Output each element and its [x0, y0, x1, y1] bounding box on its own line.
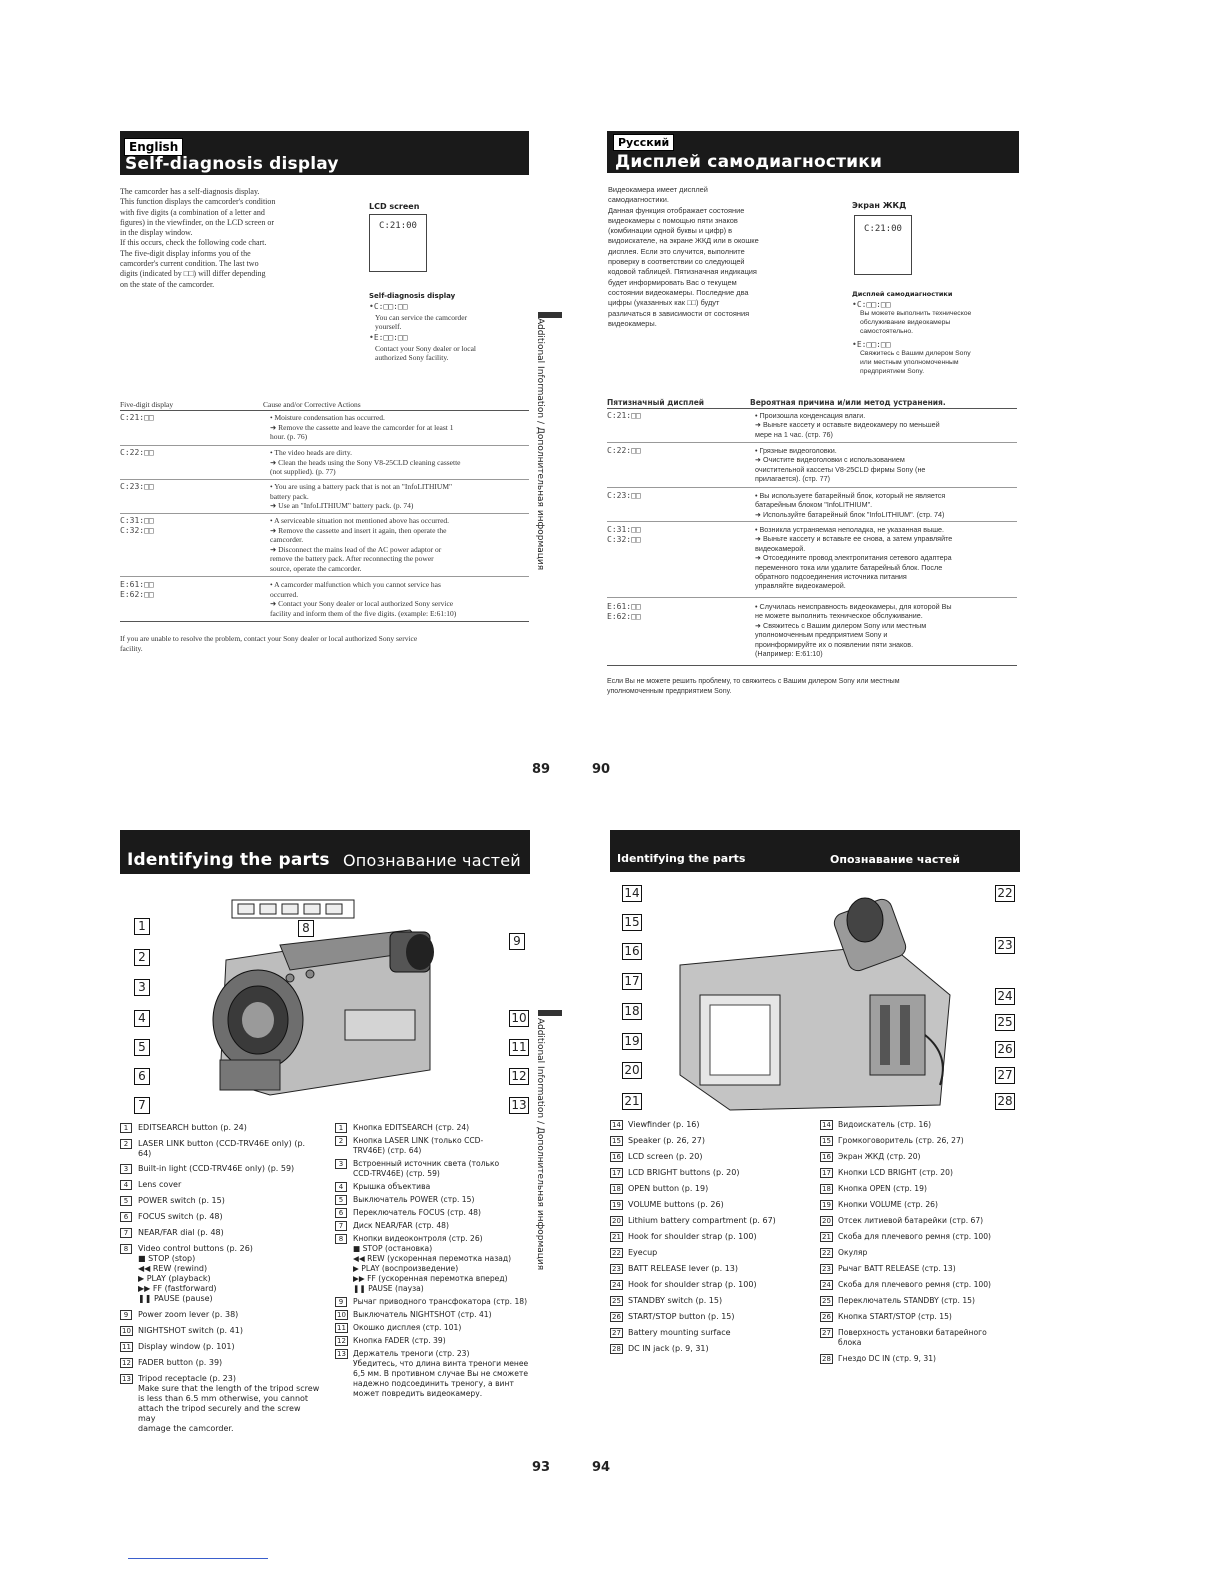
- list-item: 15 Speaker (p. 26, 27): [612, 1136, 705, 1145]
- list-item: 23 Рычаг BATT RELEASE (стр. 13): [822, 1264, 956, 1273]
- list-item: 8 Video control buttons (p. 26) ■ STOP (stop) ◀◀ REW (rewind) ▶ PLAY (playback) ▶▶ FF (fastforward) ❚❚ PAUSE (pause): [120, 1244, 320, 1304]
- selfdiag-label-p89: Self-diagnosis display: [369, 292, 456, 300]
- table-end-rule-p89: [120, 621, 529, 622]
- list-item: 1 Кнопка EDITSEARCH (стр. 24): [335, 1123, 535, 1133]
- list-item: 6 FOCUS switch (p. 48): [120, 1212, 320, 1222]
- selfdiag-e-p90: •E:□□:□□: [852, 340, 891, 349]
- list-item: 20 Lithium battery compartment (p. 67): [612, 1216, 776, 1225]
- list-item: 17 Кнопки LCD BRIGHT (стр. 20): [822, 1168, 953, 1177]
- lcd-code-p89: C:21:00: [379, 221, 417, 231]
- selfdiag-label-p90: Дисплей самодиагностики: [852, 290, 953, 298]
- list-item: 12 Кнопка FADER (стр. 39): [337, 1336, 446, 1345]
- bottom-link-underline: [128, 1558, 268, 1559]
- table-row-text-p90: • Случилась неисправность видеокамеры, для которой Вы не можете выполнить техническое обслуживание. ➜ Свяжитесь с Вашим дилером Sony или местным уполномоченным предприятием Sony и проинформируйте их о появлении пяти знаков. (Например: E:61:10): [755, 602, 952, 659]
- list-item: 16 LCD screen (p. 20): [612, 1152, 703, 1161]
- page-number-93: 93: [532, 1460, 551, 1475]
- selfdiag-e-text-p90: Свяжитесь с Вашим дилером Sony или местным уполномоченным предприятием Sony.: [860, 350, 971, 375]
- table-header-rule-p90: [607, 408, 1017, 409]
- list-item: 15 Громкоговоритель (стр. 26, 27): [822, 1136, 964, 1145]
- intro-text-p89: The camcorder has a self-diagnosis display. This function displays the camcorder's condition with five digits (a combination of a letter and figures) in the viewfinder, on the LCD screen or in the display window. If this occurs, check the following code chart. The five-digit display informs you of the camcorder's current condition. The last two digits (indicated by □□) will differ depending on the state of the camcorder.: [120, 187, 276, 289]
- list-item: 19 Кнопки VOLUME (стр. 26): [822, 1200, 938, 1209]
- list-item: 7 Диск NEAR/FAR (стр. 48): [335, 1221, 535, 1231]
- table-row-code-p89: C:22:□□: [120, 448, 154, 457]
- table-row-rule-p89: [120, 576, 529, 577]
- language-tag-russian: Русский: [613, 134, 674, 151]
- table-row-rule-p90: [607, 597, 1017, 598]
- list-item: 27 Battery mounting surface: [612, 1328, 731, 1337]
- page-number-89: 89: [532, 762, 551, 777]
- table-row-code-p90: C:31:□□ C:32:□□: [607, 525, 641, 544]
- list-item: 21 Hook for shoulder strap (p. 100): [612, 1232, 757, 1241]
- list-item: 23 BATT RELEASE lever (p. 13): [612, 1264, 739, 1273]
- list-item: 24 Скоба для плечевого ремня (стр. 100): [822, 1280, 992, 1289]
- callout-16: 16: [622, 943, 642, 960]
- table-row-rule-p90: [607, 487, 1017, 488]
- table-row-code-p90: C:23:□□: [607, 491, 641, 500]
- list-item: 3 Встроенный источник света (только CCD-TRV46E) (стр. 59): [335, 1159, 535, 1179]
- list-item: 20 Отсек литиевой батарейки (стр. 67): [822, 1216, 984, 1225]
- callout-12: 12: [509, 1068, 529, 1085]
- page-title-ru-p93: Опознавание частей: [343, 851, 521, 870]
- list-item: 16 Экран ЖКД (стр. 20): [822, 1152, 921, 1161]
- list-item: 9 Рычаг приводного трансфокатора (стр. 18): [335, 1297, 535, 1307]
- page-title-en-p94: Identifying the parts: [617, 852, 746, 865]
- table-end-rule-p90: [607, 665, 1017, 666]
- list-item: 28 Гнездо DC IN (стр. 9, 31): [822, 1354, 937, 1363]
- list-item: 18 OPEN button (p. 19): [612, 1184, 709, 1193]
- list-item: 19 VOLUME buttons (p. 26): [612, 1200, 724, 1209]
- callout-17: 17: [622, 973, 642, 990]
- table-row-text-p89: • You are using a battery pack that is not an "InfoLITHIUM" battery pack. ➜ Use an "InfoLITHIUM" battery pack. (p. 74): [270, 482, 453, 511]
- table-col1-header-p89: Five-digit display: [120, 400, 174, 409]
- lcd-screen-illustration-p90: [854, 215, 912, 275]
- lcd-screen-illustration-p89: [369, 214, 427, 272]
- list-item: 27 Поверхность установки батарейного блока: [822, 1328, 987, 1347]
- page-number-94: 94: [592, 1460, 611, 1475]
- callout-20: 20: [622, 1062, 642, 1079]
- table-row-text-p89: • A serviceable situation not mentioned above has occurred. ➜ Remove the cassette and insert it again, then operate the camcorder. ➜ Disconnect the mains lead of the AC power adaptor or remove the battery pack. After reconnecting the power source, operate the camcorder.: [270, 516, 450, 573]
- list-item: 2 Кнопка LASER LINK (только CCD- TRV46E) (стр. 64): [335, 1136, 535, 1156]
- list-item: 13 Держатель треноги (стр. 23) Убедитесь, что длина винта треноги менее 6,5 мм. В противном случае Вы не сможете надежно подсоединить треногу, а винт может повредить видеокамеру.: [337, 1349, 529, 1398]
- callout-23: 23: [995, 937, 1015, 954]
- callout-14: 14: [622, 885, 642, 902]
- callout-2: 2: [134, 949, 150, 966]
- table-row-code-p89: E:61:□□ E:62:□□: [120, 580, 154, 599]
- table-row-code-p89: C:23:□□: [120, 482, 154, 491]
- callout-24: 24: [995, 988, 1015, 1005]
- page-title-p90: Дисплей самодиагностики: [615, 152, 883, 172]
- list-item: 5 Выключатель POWER (стр. 15): [335, 1195, 535, 1205]
- intro-text-p90: Видеокамера имеет дисплей самодиагностики. Данная функция отображает состояние видеокамеры с помощью пяти знаков (комбинации одной буквы и цифр) в видоискателе, на экране ЖКД или в окошке дисплея. Если это случится, выполните проверку в соответствии со следующей кодовой таблицей. Пятизначная индикация будет информировать Вас о текущем состоянии видеокамеры. Последние два цифры (указанных как □□) будут различаться в зависимости от состояния видеокамеры.: [608, 185, 759, 328]
- callout-25: 25: [995, 1014, 1015, 1031]
- callout-6: 6: [134, 1068, 150, 1085]
- table-row-text-p90: • Возникла устраняемая неполадка, не указанная выше. ➜ Выньте кассету и вставьте ее снова, а затем управляйте видеокамерой. ➜ Отсоедините провод электропитания сетевого адаптера переменного тока или удалите батарейный блок. После обратного подсоединения источника питания управляйте видеокамерой.: [755, 525, 953, 591]
- list-item: 26 Кнопка START/STOP (стр. 15): [822, 1312, 952, 1321]
- table-row-code-p90: C:22:□□: [607, 446, 641, 455]
- lcd-screen-label-p90: Экран ЖКД: [852, 201, 907, 210]
- table-row-text-p90: • Вы используете батарейный блок, который не является батарейным блоком "InfoLITHIUM". ➜ Используйте батарейный блок "InfoLITHIUM". (стр. 74): [755, 491, 946, 519]
- page-number-90: 90: [592, 762, 611, 777]
- lcd-code-p90: C:21:00: [864, 224, 902, 234]
- table-row-rule-p89: [120, 479, 529, 480]
- callout-18: 18: [622, 1003, 642, 1020]
- lcd-screen-label-p89: LCD screen: [369, 202, 420, 211]
- callout-13: 13: [509, 1097, 529, 1114]
- page-title-p89: Self-diagnosis display: [125, 154, 339, 174]
- list-item: 4 Крышка объектива: [335, 1182, 535, 1192]
- table-row-text-p90: • Грязные видеоголовки. ➜ Очистите видеоголовки с использованием очистительной кассеты V8-25CLD фирмы Sony (не прилагается). (стр. 77): [755, 446, 926, 484]
- list-item: 24 Hook for shoulder strap (p. 100): [612, 1280, 757, 1289]
- callout-15: 15: [622, 914, 642, 931]
- callout-1: 1: [134, 918, 150, 935]
- selfdiag-e-p89: •E:□□:□□: [369, 333, 408, 342]
- list-item: 4 Lens cover: [120, 1180, 320, 1190]
- callout-26: 26: [995, 1041, 1015, 1058]
- table-row-text-p90: • Произошла конденсация влаги. ➜ Выньте кассету и оставьте видеокамеру по меньшей мере на 1 час. (стр. 76): [755, 411, 940, 439]
- callout-9: 9: [509, 933, 525, 950]
- list-item: 3 Built-in light (CCD-TRV46E only) (p. 59): [120, 1164, 320, 1174]
- table-row-rule-p90: [607, 521, 1017, 522]
- language-tag-english: English: [124, 138, 183, 156]
- parts-list-en-p93: [120, 1123, 320, 1434]
- list-item: 1 EDITSEARCH button (p. 24): [120, 1123, 320, 1133]
- list-item: 14 Viewfinder (p. 16): [612, 1120, 700, 1129]
- table-row-text-p89: • A camcorder malfunction which you cannot service has occurred. ➜ Contact your Sony dealer or local authorized Sony service facility and inform them of the five digits. (example: E:61:10): [270, 580, 457, 618]
- list-item: 21 Скоба для плечевого ремня (стр. 100): [822, 1232, 992, 1241]
- camcorder-rear-illustration: [640, 885, 1000, 1115]
- list-item: 11 Display window (p. 101): [122, 1342, 235, 1351]
- list-item: 5 POWER switch (p. 15): [120, 1196, 320, 1206]
- list-item: 22 Окуляр: [822, 1248, 868, 1257]
- selfdiag-c-p89: •C:□□:□□: [369, 302, 408, 311]
- table-row-code-p89: C:31:□□ C:32:□□: [120, 516, 154, 535]
- list-item: 12 FADER button (p. 39): [122, 1358, 223, 1367]
- side-tab-label-top: Additional Information / Дополнительная информация: [535, 318, 545, 571]
- list-item: 6 Переключатель FOCUS (стр. 48): [335, 1208, 535, 1218]
- callout-19: 19: [622, 1033, 642, 1050]
- list-item: 8 Кнопки видеоконтроля (стр. 26) ■ STOP (остановка) ◀◀ REW (ускоренная перемотка назад) ▶ PLAY (воспроизведение) ▶▶ FF (ускоренная перемотка вперед) ❚❚ PAUSE (пауза): [335, 1234, 535, 1294]
- callout-11: 11: [509, 1039, 529, 1056]
- table-row-code-p89: C:21:□□: [120, 413, 154, 422]
- camcorder-front-illustration: [130, 890, 530, 1120]
- parts-list-ru-p94: [820, 1120, 1020, 1364]
- list-item: 14 Видоискатель (стр. 16): [822, 1120, 932, 1129]
- callout-21: 21: [622, 1093, 642, 1110]
- table-row-rule-p89: [120, 445, 529, 446]
- table-header-rule-p89: [120, 410, 529, 411]
- table-row-code-p90: C:21:□□: [607, 411, 641, 420]
- list-item: 22 Eyecup: [612, 1248, 658, 1257]
- list-item: 11 Окошко дисплея (стр. 101): [337, 1323, 462, 1332]
- list-item: 26 START/STOP button (p. 15): [612, 1312, 735, 1321]
- callout-22: 22: [995, 885, 1015, 902]
- selfdiag-c-p90: •C:□□:□□: [852, 300, 891, 309]
- side-tab-marker-bottom: [538, 1010, 562, 1016]
- callout-8: 8: [298, 920, 314, 937]
- footer-text-p90: Если Вы не можете решить проблему, то свяжитесь с Вашим дилером Sony или местным уполномоченным предприятием Sony.: [607, 678, 900, 696]
- list-item: 7 NEAR/FAR dial (p. 48): [120, 1228, 320, 1238]
- table-row-rule-p90: [607, 442, 1017, 443]
- table-row-text-p89: • Moisture condensation has occurred. ➜ Remove the cassette and leave the camcorder for at least 1 hour. (p. 76): [270, 413, 454, 442]
- list-item: 25 STANDBY switch (p. 15): [612, 1296, 723, 1305]
- parts-list-ru-p93: [335, 1123, 535, 1399]
- side-tab-marker-top: [538, 312, 562, 318]
- callout-27: 27: [995, 1067, 1015, 1084]
- page-title-ru-p94: Опознавание частей: [830, 853, 960, 866]
- selfdiag-c-text-p90: Вы можете выполнить техническое обслуживание видеокамеры самостоятельно.: [860, 310, 972, 335]
- table-row-text-p89: • The video heads are dirty. ➜ Clean the heads using the Sony V8-25CLD cleaning cassette (not supplied). (p. 77): [270, 448, 461, 477]
- selfdiag-e-text-p89: Contact your Sony dealer or local authorized Sony facility.: [375, 344, 477, 362]
- callout-10: 10: [509, 1010, 529, 1027]
- callout-28: 28: [995, 1093, 1015, 1110]
- table-col1-header-p90: Пятизначный дисплей: [607, 398, 705, 407]
- list-item: 10 NIGHTSHOT switch (p. 41): [122, 1326, 243, 1335]
- side-tab-label-bottom: Additional Information / Дополнительная информация: [535, 1018, 545, 1271]
- list-item: 10 Выключатель NIGHTSHOT (стр. 41): [337, 1310, 492, 1319]
- list-item: 13 Tripod receptacle (p. 23) Make sure that the length of the tripod screw is less than 6.5 mm otherwise, you cannot attach the tripod securely and the screw may damage the camcorder.: [122, 1374, 320, 1433]
- list-item: 25 Переключатель STANDBY (стр. 15): [822, 1296, 975, 1305]
- page-title-en-p93: Identifying the parts: [127, 850, 330, 870]
- selfdiag-c-text-p89: You can service the camcorder yourself.: [375, 313, 468, 331]
- list-item: 9 Power zoom lever (p. 38): [120, 1310, 320, 1320]
- callout-3: 3: [134, 979, 150, 996]
- callout-7: 7: [134, 1097, 150, 1114]
- table-col2-header-p89: Cause and/or Corrective Actions: [263, 400, 361, 409]
- list-item: 17 LCD BRIGHT buttons (p. 20): [612, 1168, 740, 1177]
- callout-4: 4: [134, 1010, 150, 1027]
- list-item: 2 LASER LINK button (CCD-TRV46E only) (p. 64): [120, 1139, 320, 1159]
- table-row-rule-p89: [120, 513, 529, 514]
- list-item: 28 DC IN jack (p. 9, 31): [612, 1344, 709, 1353]
- callout-5: 5: [134, 1039, 150, 1056]
- footer-text-p89: If you are unable to resolve the problem, contact your Sony dealer or local authorized Sony service facility.: [120, 634, 418, 654]
- list-item: 18 Кнопка OPEN (стр. 19): [822, 1184, 927, 1193]
- table-row-code-p90: E:61:□□ E:62:□□: [607, 602, 641, 621]
- parts-list-en-p94: [610, 1120, 820, 1354]
- table-col2-header-p90: Вероятная причина и/или метод устранения.: [750, 398, 946, 407]
